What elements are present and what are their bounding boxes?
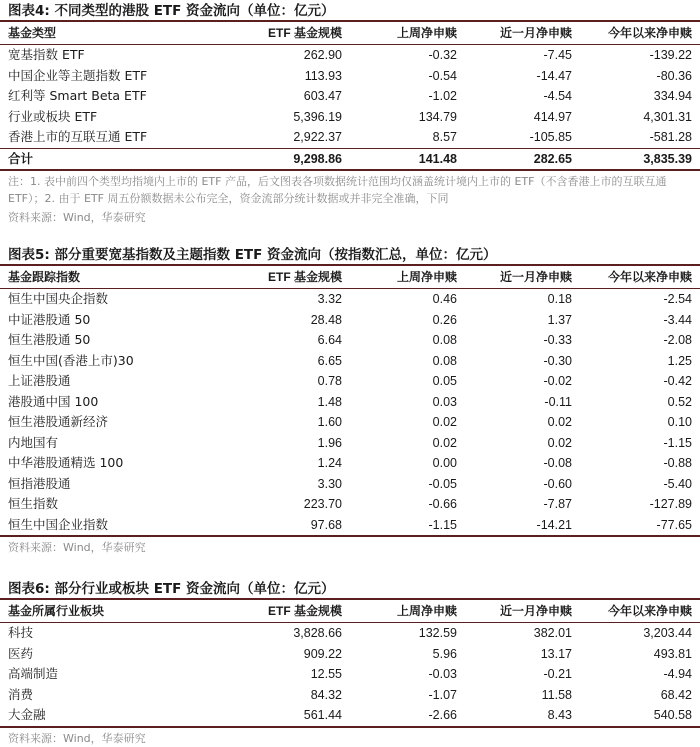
table5-row <box>0 494 700 515</box>
table5-cell: -0.66 <box>428 497 457 511</box>
table4-total-cell: 282.65 <box>465 148 580 170</box>
table6-row <box>0 623 700 644</box>
table4-row <box>0 127 700 148</box>
table4-cell: 262.90 <box>303 48 342 62</box>
table6-cell: 68.42 <box>660 687 692 702</box>
table5-cell: -3.44 <box>663 312 692 327</box>
table5-cell: 0.18 <box>547 292 572 306</box>
table5-cell: 97.68 <box>230 515 350 537</box>
table4-header-cell: 近一月净申赎 <box>465 22 580 45</box>
table5-row <box>0 310 700 331</box>
table4-total-cell: 3,835.39 <box>580 148 700 170</box>
table5-cell: 恒生中国企业指数 <box>0 515 230 537</box>
table5-cell: 0.78 <box>317 374 342 388</box>
table5-cell: 港股通中国 100 <box>8 393 99 409</box>
table4-header-cell: 上周净申赎 <box>350 22 465 45</box>
table4-cell: 行业或板块 ETF <box>8 108 98 124</box>
table6-cell: 8.43 <box>465 705 580 727</box>
table4-cell: -80.36 <box>656 68 692 83</box>
table5-cell: 1.96 <box>317 435 342 450</box>
table6-cell: 11.58 <box>541 687 572 702</box>
table5-cell: 0.10 <box>667 415 692 429</box>
table4-header-cell: ETF 基金规模 <box>230 22 350 45</box>
table6-row <box>0 664 700 685</box>
table6-cell: 消费 <box>8 686 34 702</box>
table5-cell: 0.52 <box>667 394 692 409</box>
table4-cell: 宽基指数 ETF <box>8 47 85 62</box>
table4-row <box>0 45 700 66</box>
table4-header-cell: 基金类型 <box>0 22 230 45</box>
table5-cell: 28.48 <box>310 312 342 327</box>
table5-cell: 中华港股通精选 100 <box>8 455 124 470</box>
table4-header-cell: 今年以来净申赎 <box>580 22 700 45</box>
table4-cell: 113.93 <box>304 68 342 83</box>
table5-cell: -1.15 <box>350 515 465 537</box>
table4-source: 资料来源：Wind，华泰研究 <box>8 211 146 224</box>
table6-cell: 3,828.66 <box>293 626 342 640</box>
table4-cell: -4.54 <box>543 89 572 103</box>
table5-cell: -0.11 <box>544 394 572 409</box>
table5-cell: -2.08 <box>663 333 692 347</box>
table5-row <box>0 515 700 537</box>
table6-cell: -4.94 <box>663 667 692 681</box>
table4-cell: 603.47 <box>303 89 342 103</box>
table5-cell: 223.70 <box>303 497 342 511</box>
table6-cell: 12.55 <box>310 667 342 681</box>
table5-row <box>0 453 700 474</box>
table6-cell: -1.07 <box>428 687 457 702</box>
table5-cell: 恒指港股通 <box>8 475 71 491</box>
table4-total-cell: 141.48 <box>350 148 465 170</box>
table4-row <box>0 66 700 87</box>
table5-cell: -5.40 <box>663 476 692 491</box>
table4-cell: 5,396.19 <box>293 109 342 124</box>
table5-cell: 0.02 <box>432 435 457 450</box>
table5-row <box>0 474 700 495</box>
table4-cell: 4,301.31 <box>643 109 692 124</box>
table6-header-cell: ETF 基金规模 <box>230 600 350 623</box>
table5 <box>0 266 700 537</box>
table6-cell: 909.22 <box>303 646 342 661</box>
table4-cell: 414.97 <box>533 109 572 124</box>
table4-total-cell: 9,298.86 <box>230 148 350 170</box>
table5-cell: -0.05 <box>428 476 457 491</box>
table5-cell: -0.42 <box>663 374 692 388</box>
table6-header-cell: 基金所属行业板块 <box>0 600 230 623</box>
table5-cell: 恒生港股通 50 <box>8 332 91 347</box>
table5-cell: 0.03 <box>432 394 457 409</box>
table6-section <box>0 578 700 747</box>
table5-cell: -0.30 <box>543 353 572 368</box>
table4-total-cell: 合计 <box>0 148 230 170</box>
table6-cell: 84.32 <box>310 687 342 702</box>
table5-cell: 0.02 <box>547 415 572 429</box>
table4-section <box>0 0 700 226</box>
table5-cell: 内地国有 <box>8 434 59 450</box>
table5-cell: 3.30 <box>317 476 342 491</box>
table6-header-cell: 近一月净申赎 <box>465 600 580 623</box>
table4-cell: 中国企业等主题指数 ETF <box>8 67 148 83</box>
table5-cell: 3.32 <box>317 292 342 306</box>
table6-cell: 科技 <box>8 625 34 640</box>
table5-row <box>0 330 700 351</box>
table4-row <box>0 86 700 107</box>
table5-cell: -2.54 <box>663 292 692 306</box>
table5-header-row <box>0 266 700 289</box>
table4-cell: 香港上市的互联互通 ETF <box>8 129 148 144</box>
table6-cell: 493.81 <box>653 646 692 661</box>
table6-cell: 382.01 <box>533 626 572 640</box>
table5-section <box>0 244 700 556</box>
table5-cell: 恒生中国央企指数 <box>8 291 109 306</box>
table6-cell: -0.21 <box>543 667 572 681</box>
table5-cell: -77.65 <box>580 515 700 537</box>
table4-cell: -0.54 <box>428 68 457 83</box>
table4-cell: 334.94 <box>653 89 692 103</box>
table5-header-cell: 上周净申赎 <box>350 266 465 289</box>
table5-cell: -0.60 <box>543 476 572 491</box>
table5-cell: 1.25 <box>667 353 692 368</box>
table5-cell: 1.37 <box>547 312 572 327</box>
table5-cell: 0.26 <box>432 312 457 327</box>
table6-header-row <box>0 600 700 623</box>
table4-cell: -14.47 <box>536 68 572 83</box>
table6-row <box>0 705 700 727</box>
table5-cell: 0.02 <box>547 435 572 450</box>
table5-source: 资料来源：Wind，华泰研究 <box>8 541 146 554</box>
table5-cell: -0.08 <box>543 456 572 470</box>
table5-cell: 0.02 <box>432 415 457 429</box>
table5-row <box>0 433 700 454</box>
table5-row <box>0 412 700 433</box>
table6-cell: -2.66 <box>350 705 465 727</box>
table6-cell: 561.44 <box>230 705 350 727</box>
table5-cell: -0.88 <box>663 456 692 470</box>
table5-cell: -14.21 <box>465 515 580 537</box>
table5-cell: 恒生港股通新经济 <box>8 414 109 429</box>
table6 <box>0 600 700 728</box>
table4-cell: 红利等 Smart Beta ETF <box>8 88 147 103</box>
table4-note: 注：1. 表中前四个类型均指境内上市的 ETF 产品，后文图表各项数据统计范围均仅涵盖统计境内上市的 ETF（不含香港上市的互联互通 ETF）；2. 由于 ETF 周五份额数据未公布完全，资金流部分统计数据或并非完全准确，下同 <box>8 175 667 205</box>
table6-cell: 540.58 <box>580 705 700 727</box>
table5-header-cell: ETF 基金规模 <box>230 266 350 289</box>
table4-cell: -0.32 <box>428 48 457 62</box>
table5-cell: -0.02 <box>543 374 572 388</box>
table5-cell: -7.87 <box>543 497 572 511</box>
table5-cell: 0.08 <box>432 353 457 368</box>
table6-row <box>0 685 700 706</box>
table5-row <box>0 371 700 392</box>
table6-cell: -0.03 <box>428 667 457 681</box>
table5-row <box>0 351 700 372</box>
table6-header-cell: 今年以来净申赎 <box>580 600 700 623</box>
table4-cell: 8.57 <box>432 130 457 144</box>
table6-cell: 高端制造 <box>8 666 59 681</box>
table4-header-row <box>0 22 700 45</box>
table6-cell: 医药 <box>8 645 34 661</box>
table6-source: 资料来源：Wind，华泰研究 <box>8 731 146 745</box>
table6-cell: 132.59 <box>418 626 457 640</box>
table5-header-cell: 近一月净申赎 <box>465 266 580 289</box>
table5-row <box>0 289 700 310</box>
table6-cell: 大金融 <box>0 705 230 727</box>
table5-cell: 6.65 <box>317 353 342 368</box>
table4-cell: -581.28 <box>649 130 692 144</box>
table6-title: 图表6: 部分行业或板块 ETF 资金流向（单位：亿元） <box>0 578 700 600</box>
table5-title: 图表5: 部分重要宽基指数及主题指数 ETF 资金流向（按指数汇总，单位：亿元） <box>0 244 700 266</box>
table5-cell: 上证港股通 <box>8 373 71 388</box>
table6-row <box>0 644 700 665</box>
table5-cell: 1.24 <box>317 456 342 470</box>
table5-cell: 0.05 <box>432 374 457 388</box>
table6-cell: 3,203.44 <box>643 626 692 640</box>
table4-title: 图表4: 不同类型的港股 ETF 资金流向（单位：亿元） <box>0 0 700 22</box>
table4-total-row <box>0 148 700 170</box>
table5-cell: 1.48 <box>317 394 342 409</box>
table4-cell: 2,922.37 <box>293 130 342 144</box>
table5-cell: -127.89 <box>649 497 692 511</box>
table5-row <box>0 392 700 413</box>
table6-cell: 13.17 <box>540 646 572 661</box>
table5-cell: 6.64 <box>317 333 342 347</box>
table5-cell: 0.46 <box>432 292 457 306</box>
table4-cell: -1.02 <box>428 89 457 103</box>
table5-cell: 0.08 <box>432 333 457 347</box>
table5-cell: -0.33 <box>543 333 572 347</box>
table5-cell: 恒生中国(香港上市)30 <box>8 352 134 368</box>
table5-cell: 1.60 <box>317 415 342 429</box>
table6-cell: 5.96 <box>432 646 457 661</box>
table4 <box>0 22 700 171</box>
table4-cell: 134.79 <box>418 109 457 124</box>
table4-cell: -139.22 <box>649 48 692 62</box>
table5-cell: 中证港股通 50 <box>8 311 91 327</box>
table5-header-cell: 今年以来净申赎 <box>580 266 700 289</box>
table5-cell: -1.15 <box>663 435 692 450</box>
table4-cell: -105.85 <box>529 130 572 144</box>
table5-cell: 0.00 <box>432 456 457 470</box>
table6-header-cell: 上周净申赎 <box>350 600 465 623</box>
table4-row <box>0 107 700 128</box>
table5-cell: 恒生指数 <box>8 496 59 511</box>
table5-header-cell: 基金跟踪指数 <box>0 266 230 289</box>
table4-cell: -7.45 <box>543 48 572 62</box>
